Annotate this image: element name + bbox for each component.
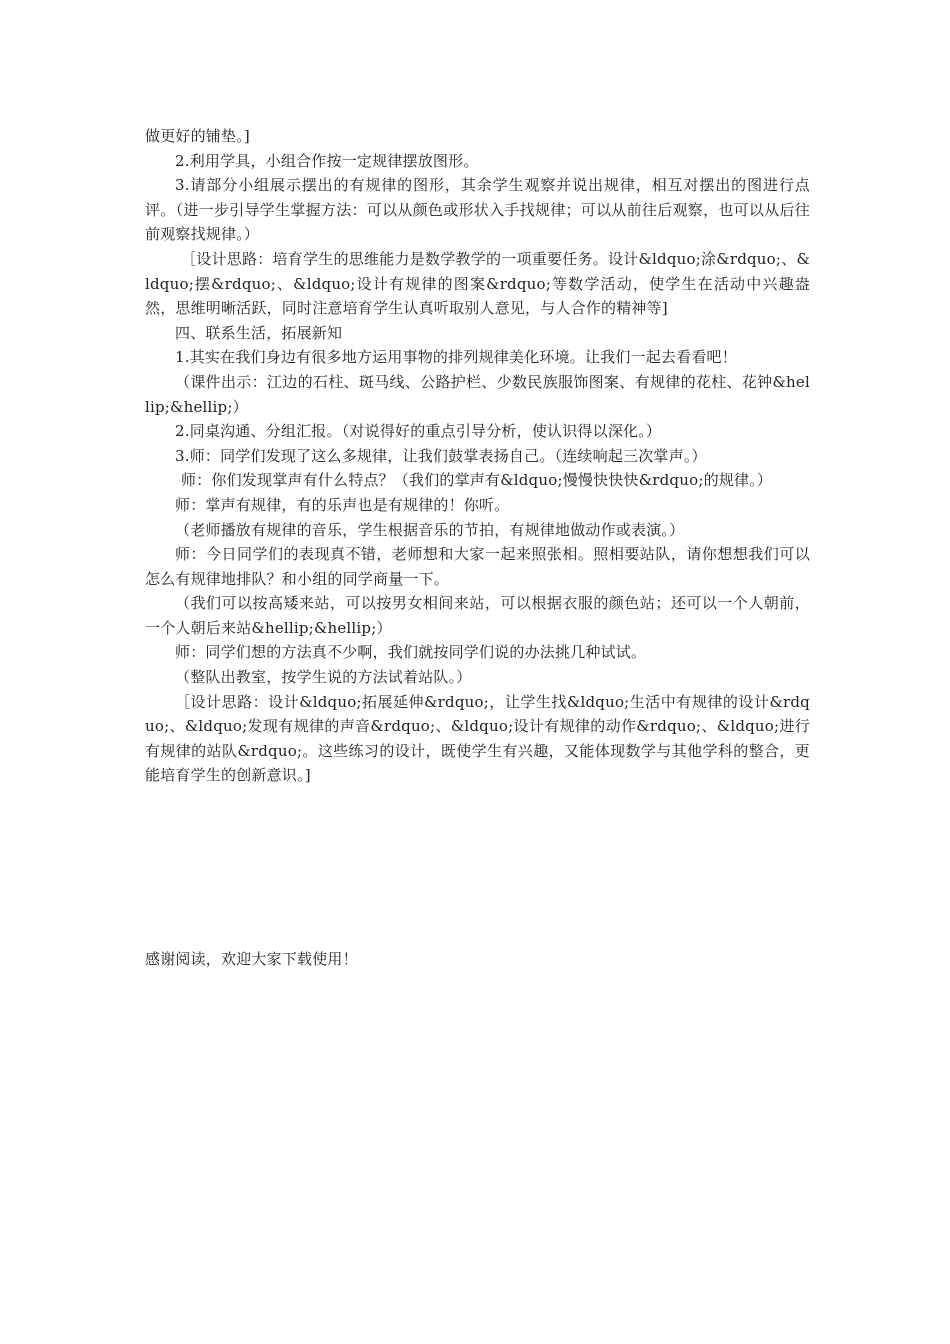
paragraph-2: 2.利用学具，小组合作按一定规律摆放图形。 (175, 151, 479, 170)
closing-line: 感谢阅读，欢迎大家下载使用！ (145, 950, 358, 968)
paragraph-10: 师：你们发现掌声有什么特点？（我们的掌声有&ldquo;慢慢快快快&rdquo;的规律。） (181, 471, 773, 490)
design-note-1: ［设计思路：培育学生的思维能力是数学教学的一项重要任务。设计&ldquo;涂&rdquo;、&ldquo;摆&rdquo;、&ldquo;设计有规律的图案&rdquo;等数学活动，使学生在活动中兴趣盎然，思维明晰活跃，同时注意培育学生认真听取别人意见，与人合作的精神等] (145, 249, 810, 318)
paragraph-1: 做更好的铺垫。] (145, 127, 250, 145)
paragraph-16: （整队出教室，按学生说的方法试着站队。） (175, 668, 472, 687)
paragraph-11: 师：掌声有规律，有的乐声也是有规律的！你听。 (175, 495, 510, 514)
paragraph-7: （课件出示：江边的石柱、斑马线、公路护栏、少数民族服饰图案、有规律的花柱、花钟&hellip;&hellip;） (145, 372, 810, 416)
paragraph-9: 3.师：同学们发现了这么多规律，让我们鼓掌表扬自己。（连续响起三次掌声。） (175, 446, 707, 465)
paragraph-6: 1.其实在我们身边有很多地方运用事物的排列规律美化环境。让我们一起去看看吧！ (175, 348, 737, 367)
design-note-2: ［设计思路：设计&ldquo;拓展延伸&rdquo;，让学生找&ldquo;生活中有规律的设计&rdquo;、&ldquo;发现有规律的声音&rdquo;、&ldquo;设计有规律的动作&rdquo;、&ldquo;进行有规律的站队&rdquo;。这些练习的设计，既使学生有兴趣，又能体现数学与其他学科的整合，更能培育学生的创新意识。] (145, 692, 810, 785)
document-body (145, 124, 810, 788)
paragraph-12: （老师播放有规律的音乐，学生根据音乐的节拍，有规律地做动作或表演。） (175, 520, 685, 539)
paragraph-8: 2.同桌沟通、分组汇报。（对说得好的重点引导分析，使认识得以深化。） (175, 422, 662, 441)
section-heading: 四、联系生活，拓展新知 (175, 323, 343, 342)
paragraph-13: 师：今日同学们的表现真不错，老师想和大家一起来照张相。照相要站队，请你想想我们可以怎么有规律地排队？和小组的同学商量一下。 (145, 545, 810, 588)
paragraph-3: 3.请部分小组展示摆出的有规律的图形，其余学生观察并说出规律，相互对摆出的图进行点评。（进一步引导学生掌握方法：可以从颜色或形状入手找规律；可以从前往后观察，也可以从后往前观察找规律。） (145, 176, 810, 244)
paragraph-15: 师：同学们想的方法真不少啊，我们就按同学们说的办法挑几种试试。 (175, 643, 647, 662)
paragraph-14: （我们可以按高矮来站，可以按男女相间来站，可以根据衣服的颜色站；还可以一个人朝前，一个人朝后来站&hellip;&hellip;） (145, 594, 810, 637)
